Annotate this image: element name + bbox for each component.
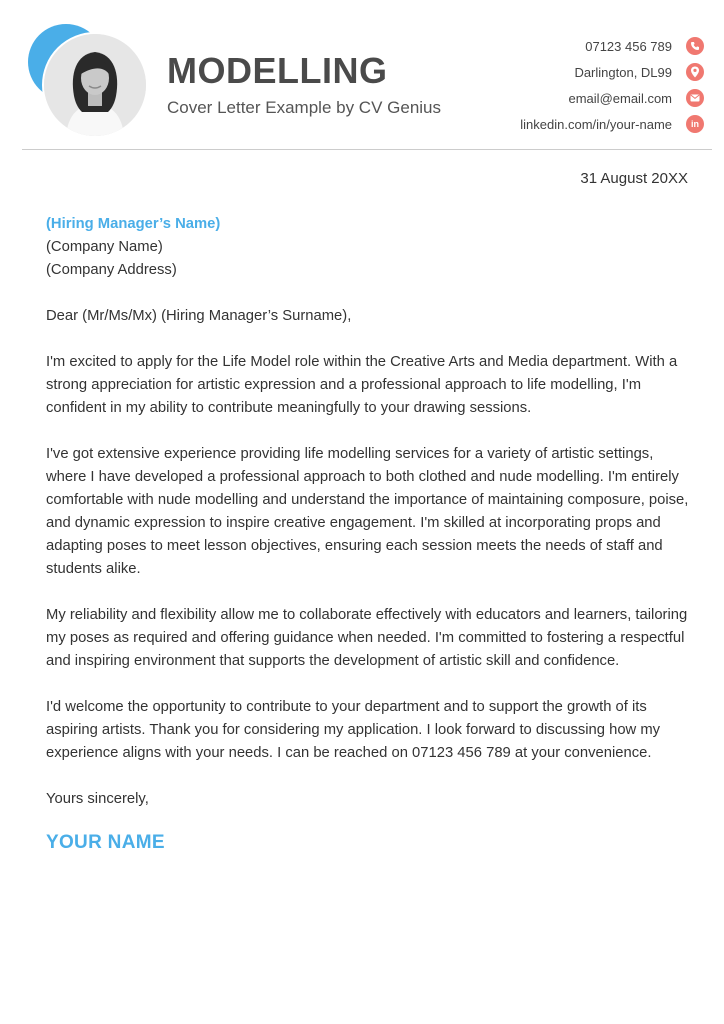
contact-phone: 07123 456 789 xyxy=(585,38,672,54)
email-icon xyxy=(686,89,704,107)
header-divider xyxy=(22,149,712,150)
contact-location-row xyxy=(374,59,704,85)
contact-details xyxy=(374,33,704,137)
recipient-company-name: (Company Name) xyxy=(46,239,163,255)
recipient-manager-name: (Hiring Manager’s Name) xyxy=(46,216,221,232)
phone-icon xyxy=(686,37,704,55)
contact-location: Darlington, DL99 xyxy=(574,64,672,80)
recipient-company-address: (Company Address) xyxy=(46,262,177,278)
signature-name: YOUR NAME xyxy=(46,832,165,853)
salutation: Dear (Mr/Ms/Mx) (Hiring Manager’s Surname), xyxy=(46,308,352,324)
paragraph-3: My reliability and flexibility allow me to collaborate effectively with educators and learners, tailoring my poses as required and offering guidance when needed. I'm committed to fostering a respectful and inspiring environment that supports the development of artistic skill and confidence. xyxy=(46,607,688,669)
contact-linkedin[interactable]: linkedin.com/in/your-name xyxy=(520,116,672,132)
paragraph-1: I'm excited to apply for the Life Model role within the Creative Arts and Media department. With a strong appreciation for artistic expression and a professional approach to life modelling, I'm confident in my ability to contribute meaningfully to your drawing sessions. xyxy=(46,354,678,416)
header xyxy=(0,0,724,150)
linkedin-icon: in xyxy=(686,115,704,133)
page-title: MODELLING xyxy=(167,50,388,91)
location-pin-icon xyxy=(686,63,704,81)
portrait-graphic xyxy=(44,34,146,136)
contact-phone-row xyxy=(374,33,704,59)
paragraph-4: I'd welcome the opportunity to contribute to your department and to support the growth of its aspiring artists. Thank you for considering my application. I look forward to discussing how my experience aligns with your needs. I can be reached on 07123 456 789 at your convenience. xyxy=(46,699,661,761)
profile-photo xyxy=(42,32,148,138)
page-subtitle: Cover Letter Example by CV Genius xyxy=(167,98,442,117)
contact-email-row xyxy=(374,85,704,111)
letter-body xyxy=(46,213,696,854)
closing: Yours sincerely, xyxy=(46,791,149,807)
contact-email[interactable]: email@email.com xyxy=(568,90,672,106)
letter-date: 31 August 20XX xyxy=(580,170,688,187)
contact-linkedin-row xyxy=(374,111,704,137)
paragraph-2: I've got extensive experience providing life modelling services for a variety of artistic settings, where I have developed a professional approach to both clothed and nude modelling. I'm entirely comfortable with nude modelling and understand the importance of maintaining composure, poise, and dynamic expression to inspire creative engagement. I'm skilled at incorporating props and adapting poses to meet lesson objectives, ensuring each session meets the needs of staff and students alike. xyxy=(46,446,689,577)
profile-photo-group xyxy=(28,24,148,136)
